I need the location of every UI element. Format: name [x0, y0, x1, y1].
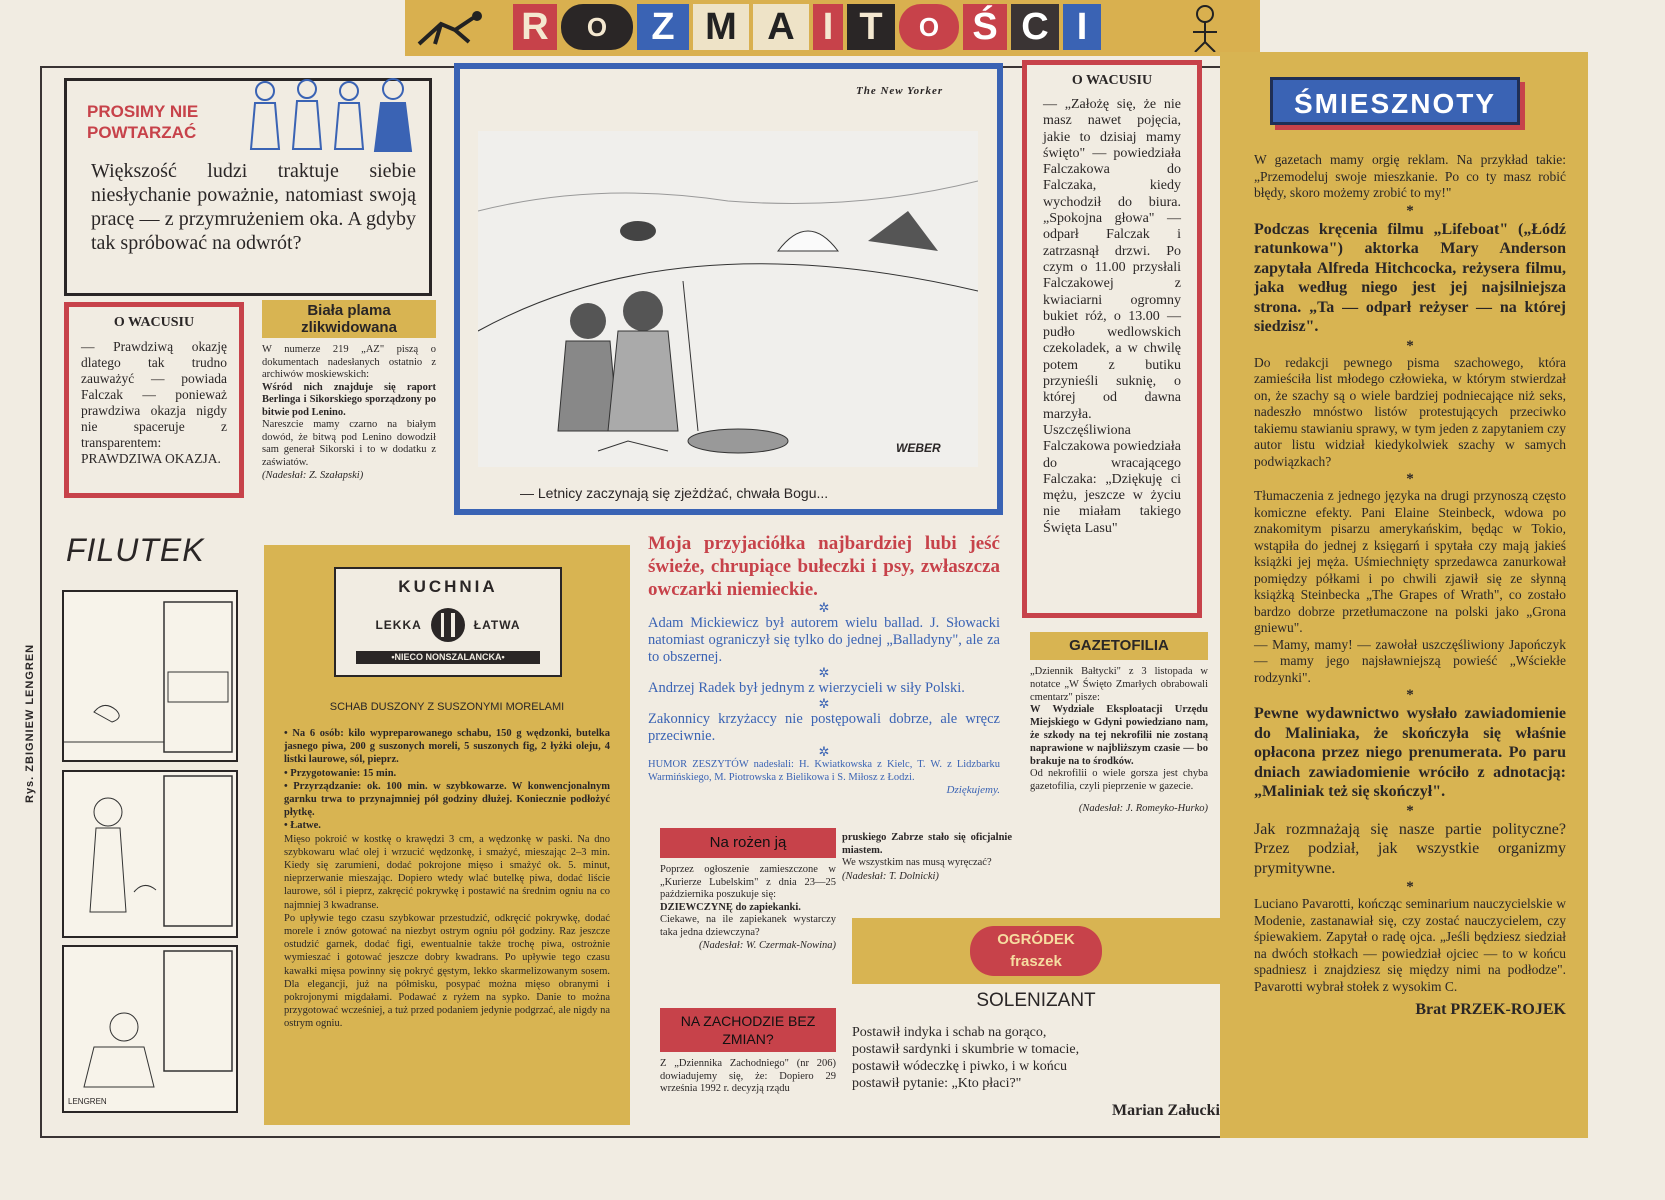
przyjaciolka-i2: Andrzej Radek był jednym z wierzycieli w siły Polski.	[648, 680, 965, 696]
header-letter: O	[899, 4, 959, 50]
cartoon-box	[454, 63, 1003, 515]
star-icon: *	[1406, 471, 1414, 487]
side-credit-wrap	[22, 615, 42, 805]
header-letter: I	[1063, 4, 1101, 50]
header-letter: C	[1011, 4, 1059, 50]
smiesznoty-p4: Tłumaczenia z jednego języka na drugi przynoszą często komiczne efekty. Pani Elaine Steinbeck, wdowa po znakomitym pisarzu amerykańskim, będąc w Tokio, wstąpiła do jednej z księgarń i spytała czy mają jakieś książki jej męża. Uśmiechnięty sprzedawca zanurkował pomiędzy półkami i po chwili zjawił się ze słynną książką Steinbecka „The Grapes of Wrath", co zostało bardzo dobrze przetłumaczone na polski jako „Grona gniewu".	[1254, 488, 1566, 635]
przyjaciolka-credit: HUMOR ZESZYTÓW nadesłali: H. Kwiatkowska z Kielc, T. W. z Lidzbarku Warmińskiego, M. Piotrowska z Bielikowa i S. Miłosz z Łodzi.	[648, 759, 1000, 783]
przyjaciolka-section	[648, 532, 1000, 822]
star-icon: *	[1406, 802, 1414, 819]
cupboard-dog-drawing-icon	[64, 592, 236, 760]
header-letter: Ś	[963, 4, 1007, 50]
smiesznoty-p7: Jak rozmnażają się nasze partie polityczne? Przez podział, jak wszystkie organizmy prymitywne.	[1254, 820, 1566, 877]
biala-plama-p1: W numerze 219 „AZ" piszą o dokumentach nadesłanych ostatnio z archiwów moskiewskich:	[262, 344, 436, 380]
gazetofilia-p3: Od nekrofilii o wiele gorsza jest chyba gazetofilia, czyli pieprzenie w gazecie.	[1030, 768, 1208, 793]
kuchnia-logo	[334, 567, 562, 677]
header-letter: A	[753, 4, 809, 50]
przyjaciolka-i3: Zakonnicy krzyżaccy nie postępowali dobrze, ale wręcz przeciwnie.	[648, 711, 1000, 744]
businessmen-drawing-icon	[245, 69, 431, 157]
kuchnia-body	[284, 701, 610, 1031]
wacusiu-right-title: O WACUSIU	[1071, 73, 1153, 88]
przyjaciolka-i1: Adam Mickiewicz był autorem wielu ballad. J. Słowacki natomiast ograniczył się tylko do jednej „Balladyny", ale za to obszernej.	[648, 615, 1000, 665]
przyjaciolka-headline: Moja przyjaciółka najbardziej lubi jeść świeże, chrupiące bułeczki i psy, zwłaszcza owczarki niemieckie.	[648, 533, 1000, 600]
gazetofilia-p2: W Wydziale Eksploatacji Urzędu Miejskiego w Gdyni powiedziano nam, że szkody na tej nekrofilii nie zostaną naprawione w najbliższym czasie — bo brakuje na to środków.	[1030, 704, 1208, 767]
rozen-p2: DZIEWCZYNĘ do zapiekanki.	[660, 901, 801, 913]
fork-knife-icon	[430, 607, 466, 643]
wacusiu-left-text: — Prawdziwą okazję dlatego tak trudno zauważyć — powiada Falczak — ponieważ prawdziwa okazja nigdy nie spaceruje z transparentem: PRAWDZIWA OKAZJA.	[81, 339, 227, 466]
zachodzie-title: NA ZACHODZIE BEZ ZMIAN?	[660, 1008, 836, 1052]
comic-panel-3	[62, 945, 238, 1113]
zachodzie-text: Z „Dziennika Zachodniego" (nr 206) dowiadujemy się, że: Dopiero 29 września 1992 r. decyzją rządu	[660, 1058, 836, 1094]
zabrze-section	[842, 832, 1012, 902]
zachodzie-section	[660, 1008, 836, 1126]
smiesznoty-p1: W gazetach mamy orgię reklam. Na przykład takie: „Przemodeluj swoje mieszkanie. Po co ty masz robić błędy, skoro możemy zrobić to my!"	[1254, 152, 1566, 200]
smiesznoty-title: ŚMIESZNOTY	[1270, 77, 1520, 125]
wacusiu-right-text: — „Założę się, że nie masz nawet pojęcia, jakie to dzisiaj mamy święto" — powiedziała Falczakowa do Falczaka, kiedy wychodził do biura. „Spokojna głowa" — odparł Falczak i zatrzasnął drzwi. Po czym o 11.00 przysłali Falczakowej z kwiaciarni ogromny bukiet róż, o 13.00 — pudło wedlowskich czekoladek, a w chwilę potem z butiku przynieśli suknię, o której od dawna marzyła. Uszczęśliwiona Falczakowa powiedziała do wracającego Falczaka: „Dziękuję ci mężu, jeszcze w życiu nie miałam takiego Święta Lasu"	[1043, 97, 1181, 536]
header-banner	[405, 0, 1260, 56]
prosimy-title: PROSIMY NIE POWTARZAĆ	[87, 102, 199, 142]
wacusiu-right-box	[1022, 60, 1202, 618]
smiesznoty-column	[1220, 52, 1588, 1138]
biala-plama-p2: Wśród nich znajduje się raport Berlinga i Sikorskiego sporządzony po bitwie pod Lenino.	[262, 381, 436, 418]
eskimo-ice-fishing-drawing-icon	[478, 131, 978, 467]
filutek-title: FILUTEK	[66, 532, 205, 568]
filutek-figure-drawing-icon	[64, 772, 236, 936]
header-letter: R	[513, 4, 557, 50]
rozen-section	[660, 828, 836, 1000]
kuchnia-right-word: ŁATWA	[473, 618, 521, 632]
header-letter: O	[561, 4, 633, 50]
smiesznoty-p8: Luciano Pavarotti, kończąc seminarium nauczycielskie w Modenie, zastanawiał się, czy zostać nauczycielem, czy śpiewakiem. Zapytał o radę ojca. „Jeśli będziesz siedział na dwóch stołkach — powiedział ojciec — to w końcu spadniesz i znajdziesz się między nimi na podłodze". Pavarotti wybrał stołek z wysokim C.	[1254, 896, 1566, 994]
biala-plama-title: Biała plama zlikwidowana	[262, 300, 436, 338]
biala-plama-section	[262, 300, 436, 522]
kuchnia-b2: • Przygotowanie: 15 min.	[284, 767, 397, 779]
rozen-p1: Poprzez ogłoszenie zamieszczone w „Kurierze Lubelskim" z dnia 23—25 października poszukuje się:	[660, 864, 836, 900]
kuchnia-b4: • Łatwe.	[284, 820, 321, 832]
rozen-credit: (Nadesłał: W. Czermak-Nowina)	[699, 940, 836, 951]
zabrze-text: pruskiego Zabrze stało się oficjalnie miastem.	[842, 832, 1012, 856]
fraszki-section	[852, 990, 1220, 1120]
kuchnia-b3: • Przyrządzanie: ok. 100 min. w szybkowarze. W konwencjonalnym garnku trwa to przynajmniej pół godziny dłużej. Koniecznie podłożyć płytkę.	[284, 780, 610, 819]
smiesznoty-p5: — Mamy, mamy! — zawołał uszczęśliwiony Japończyk — mamy jego najsławniejszą powieść „Wściekłe rodzynki".	[1254, 636, 1566, 685]
przyjaciolka-thanks: Dziękujemy.	[946, 784, 1000, 796]
smiesznoty-p3: Do redakcji pewnego pisma szachowego, która zamieściła list młodego człowieka, w którym stwierdzał on, że szachy są o wiele bardziej podniecające niż seks, nadeszło mnóstwo listów protestujących przeciwko takiemu stawianiu sprawy, w tym jeden z zapytaniem czy autor listu widział kiedykolwiek szachy w samych podwiązkach?	[1254, 354, 1566, 469]
rozen-title: Na rożen ją	[660, 828, 836, 858]
header-letter: I	[813, 4, 843, 50]
star-icon: ✲	[818, 744, 830, 759]
star-icon: ✲	[818, 665, 830, 680]
prosimy-box	[64, 78, 432, 296]
comic-panel-2	[62, 770, 238, 938]
kuchnia-heading: SCHAB DUSZONY Z SUSZONYMI MORELAMI	[329, 701, 565, 713]
fraszki-text: Postawił indyka i schab na gorąco, postawił sardynki i skumbrie w tomacie, postawił wódeczkę i piwko, i w końcu postawił pytanie: „Kto płaci?"	[852, 1025, 1080, 1091]
gazetofilia-title: GAZETOFILIA	[1030, 632, 1208, 660]
cartoon-signature: WEBER	[896, 441, 941, 455]
biala-plama-credit: (Nadesłał: Z. Szałapski)	[262, 470, 364, 481]
header-letter: M	[693, 4, 749, 50]
star-icon: *	[1406, 337, 1414, 354]
zabrze-credit: (Nadesłał: T. Dolnicki)	[842, 870, 939, 882]
header-letter: Z	[637, 4, 689, 50]
gazetofilia-section	[1030, 632, 1208, 902]
cartoon-source: The New Yorker	[856, 85, 944, 97]
filutek-kneeling-drawing-icon	[64, 947, 236, 1097]
header-letter: T	[847, 4, 895, 50]
biala-plama-p3: Nareszcie mamy czarno na białym dowód, że bitwą pod Lenino dowodził sam generał Sikorski i to w dodatku z zaświatów.	[262, 419, 436, 468]
fraszki-title: SOLENIZANT	[976, 990, 1096, 1011]
kuchnia-p1: Mięso pokroić w kostkę o krawędzi 3 cm, a wędzonkę w paski. Na dno szybkowaru wlać olej i wrzucić wędzonkę, i smażyć, mieszając 2–3 min. Kiedy się zarumieni, dodać pokrojone mięso i smażyć ok. 5. minut, nieprzerwanie mieszając. Dopiero wtedy wlać butelkę piwa, dodać liście laurowe, sól i pieprz, zakręcić pokrywkę i postawić na średnim ogniu na co najmniej 3 kwadranse.	[284, 833, 610, 911]
zabrze-p2: We wszystkim nas musą wyręczać?	[842, 857, 992, 868]
cartoon-caption: — Letnicy zaczynają się zjeżdżać, chwała Bogu...	[520, 485, 829, 501]
kuchnia-p2: Po upływie tego czasu szybkowar przestudzić, odkręcić pokrywkę, dodać morele i znów gotować na niezbyt ostrym ogniu pół godziny. Raz jeszcze ostudzić garnek, dodać figi, ewentualnie także trochę piwa, ostrożnie wymieszać i gotować jeszcze dobry kwadrans. Po upływie tego czasu kawałki mięsa powinny się pokryć gęstym, lekko skarmelizowanym sosem. Dla elegancji, już na półmisku, posypać można mięso obranymi i pokrojonymi migdałami. Podawać z ryżem na sypko. Danie to można przygotować wcześniej, a tuż przed podaniem jedynie podgrzać, ale nigdy na ostrym ogniu.	[284, 912, 610, 1030]
wacusiu-left-box	[64, 302, 244, 498]
star-icon: ✲	[818, 600, 830, 615]
figure-with-wheel-icon	[1175, 2, 1235, 52]
filutek-comic	[62, 520, 252, 1130]
smiesznoty-signature: Brat PRZEK-ROJEK	[1415, 1001, 1566, 1018]
comic-panel-1	[62, 590, 238, 762]
star-icon: ✲	[818, 696, 830, 711]
runner-figure-icon	[411, 8, 489, 50]
kuchnia-section	[264, 545, 630, 1125]
filutek-signature: LENGREN	[68, 1097, 107, 1106]
smiesznoty-body	[1254, 152, 1566, 1019]
star-icon: *	[1406, 879, 1414, 895]
gazetofilia-p1: „Dziennik Bałtycki" z 3 listopada w notatce „W Święto Zmarłych obrabowali cmentarz" pisze:	[1030, 666, 1208, 703]
gazetofilia-credit: (Nadesłał: J. Romeyko-Hurko)	[1078, 802, 1208, 814]
wacusiu-left-title: O WACUSIU	[113, 315, 195, 330]
rozen-p3: Ciekawe, na ile zapiekanek wystarczy taka jedna dziewczyna?	[660, 914, 836, 938]
kuchnia-title: KUCHNIA	[398, 577, 498, 596]
prosimy-text: Większość ludzi traktuje siebie niesłychanie poważnie, natomiast swoją pracę — z przymrużeniem oka. A gdyby tak spróbować na odwrót?	[91, 160, 416, 254]
smiesznoty-p2: Podczas kręcenia filmu „Lifeboat" („Łódź ratunkowa") aktorka Mary Anderson zapytała Alfreda Hitchcocka, reżysera filmu, jaka według niego jest jej najsilniejsza strona. „Ta — odparł reżyser — na której siedzisz".	[1254, 220, 1566, 335]
fraszki-author: Marian Załucki	[1111, 1102, 1220, 1119]
star-icon: *	[1406, 202, 1414, 219]
side-credit: Rys. ZBIGNIEW LENGREN	[24, 643, 36, 803]
kuchnia-b1: • Na 6 osób: kilo wypreparowanego schabu, 150 g wędzonki, butelka jasnego piwa, 200 g suszonych moreli, 5 suszonych fig, 2 łyżki oleju, 4 listki laurowe, sól, pieprz.	[284, 728, 610, 766]
kuchnia-left-word: LEKKA	[375, 618, 422, 632]
fraszki-banner	[852, 918, 1220, 984]
kuchnia-ribbon: •NIECO NONSZALANCKA•	[356, 651, 540, 664]
star-icon: *	[1406, 687, 1414, 703]
fraszki-logo: OGRÓDEK fraszek	[970, 926, 1102, 976]
smiesznoty-p6: Pewne wydawnictwo wysłało zawiadomienie do Maliniaka, że skończyła się właśnie opłacona przez niego prenumerata. Po paru dniach zawiadomienie wróciło z adnotacją: „Maliniak też się skończył".	[1254, 705, 1566, 800]
